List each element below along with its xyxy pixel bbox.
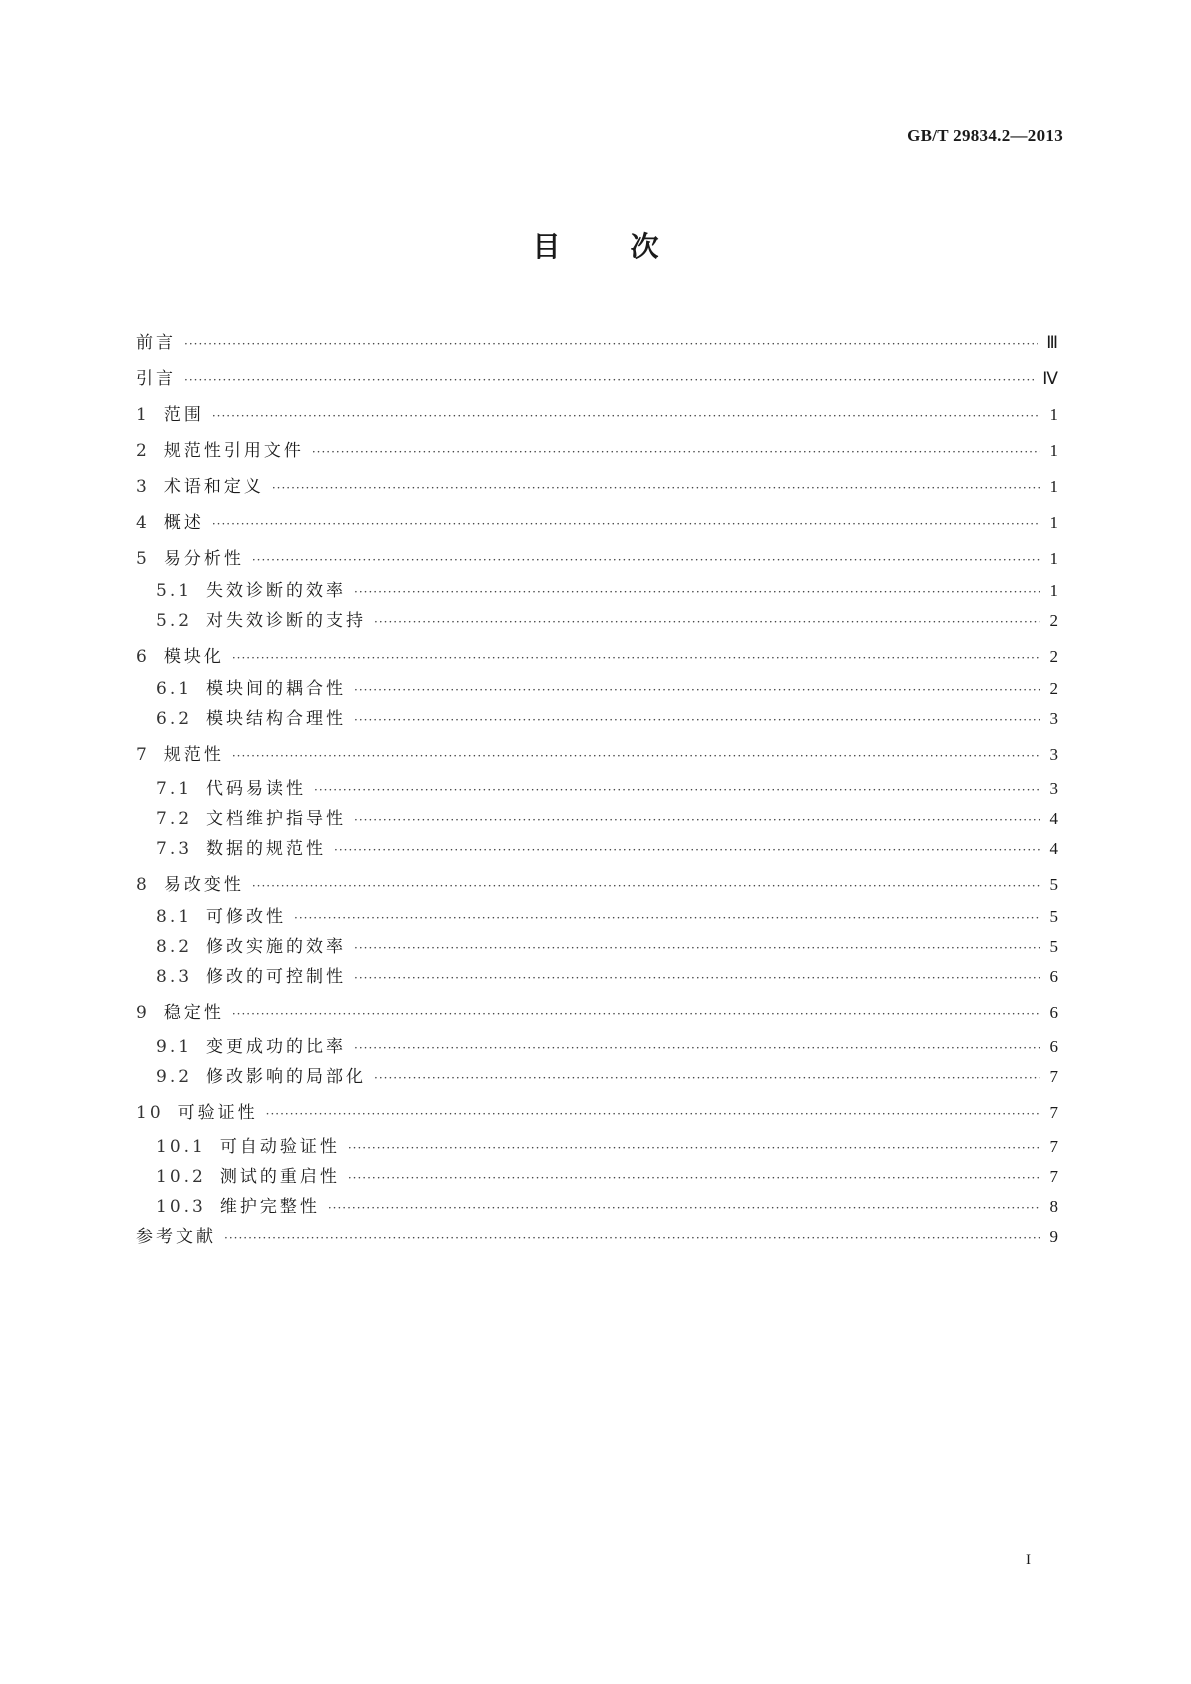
toc-entry-page: 2 xyxy=(1049,647,1058,666)
toc-dot-leader xyxy=(354,941,1040,955)
toc-entry-page: 1 xyxy=(1049,477,1058,496)
toc-dot-leader xyxy=(294,911,1040,925)
toc-dot-leader xyxy=(184,373,1034,387)
toc-entry-page: 5 xyxy=(1049,907,1058,926)
toc-entry-title: 范围 xyxy=(163,405,204,425)
toc-entry-page: 1 xyxy=(1049,441,1058,460)
toc-entry-title: 规范性 xyxy=(163,745,224,765)
toc-entry-page: 1 xyxy=(1049,549,1058,568)
toc-entry-number: 10.2 xyxy=(156,1167,206,1187)
toc-dot-leader xyxy=(252,553,1040,567)
toc-entry-title: 维护完整性 xyxy=(219,1197,320,1217)
toc-dot-leader xyxy=(252,879,1040,893)
toc-dot-leader xyxy=(354,1041,1040,1055)
toc-entry-number: 5.1 xyxy=(156,581,193,601)
toc-dot-leader xyxy=(232,749,1040,763)
toc-dot-leader xyxy=(212,409,1040,423)
toc-dot-leader xyxy=(374,615,1040,629)
toc-entry-number: 8.2 xyxy=(156,937,193,957)
toc-entry-number: 8.3 xyxy=(156,967,193,987)
toc-entry-title: 代码易读性 xyxy=(206,779,307,799)
toc-dot-leader xyxy=(354,971,1040,985)
toc-entry-title: 失效诊断的效率 xyxy=(206,581,347,601)
toc-entry-number: 1 xyxy=(136,405,150,425)
toc-entry-title: 变更成功的比率 xyxy=(206,1037,347,1057)
toc-entry-page: 3 xyxy=(1049,745,1058,764)
toc-entry-page: 3 xyxy=(1049,709,1058,728)
page-title: 目次 xyxy=(532,230,729,263)
toc-entry-number: 7.3 xyxy=(156,839,193,859)
toc-entry-title: 参考文献 xyxy=(136,1227,216,1247)
toc-entry-page: 5 xyxy=(1049,875,1058,894)
toc-entry-number: 5.2 xyxy=(156,611,193,631)
toc-entry-title: 模块结构合理性 xyxy=(206,709,347,729)
toc-entry-number: 8 xyxy=(136,875,150,895)
toc-dot-leader xyxy=(334,843,1040,857)
toc-entry-title: 易改变性 xyxy=(163,875,244,895)
toc-entry-title: 数据的规范性 xyxy=(206,839,327,859)
toc-entry-number: 8.1 xyxy=(156,907,193,927)
toc-entry-number: 6 xyxy=(136,647,150,667)
toc-dot-leader xyxy=(212,517,1040,531)
toc-entry-page: Ⅲ xyxy=(1046,333,1058,352)
toc-entry-page: 6 xyxy=(1049,967,1058,986)
toc-entry-page: 7 xyxy=(1049,1167,1058,1186)
toc-entry-title: 对失效诊断的支持 xyxy=(206,611,367,631)
toc-entry-title: 可自动验证性 xyxy=(219,1137,340,1157)
toc-entry-page: 6 xyxy=(1049,1037,1058,1056)
toc-entry-page: Ⅳ xyxy=(1042,369,1058,388)
standard-code: GB/T 29834.2—2013 xyxy=(907,126,1063,145)
toc-entry-number: 9.1 xyxy=(156,1037,193,1057)
toc-entry-title: 前言 xyxy=(136,333,176,353)
toc-dot-leader xyxy=(314,783,1040,797)
toc-entry-page: 1 xyxy=(1049,581,1058,600)
toc-entry-number: 5 xyxy=(136,549,150,569)
toc-entry-number: 9.2 xyxy=(156,1067,193,1087)
toc-entry-page: 9 xyxy=(1049,1227,1058,1246)
toc-dot-leader xyxy=(272,481,1040,495)
toc-entry-title: 规范性引用文件 xyxy=(163,441,304,461)
toc-entry-title: 可修改性 xyxy=(206,907,287,927)
toc-dot-leader xyxy=(348,1171,1040,1185)
toc-entry-page: 7 xyxy=(1049,1067,1058,1086)
toc-entry-page: 5 xyxy=(1049,937,1058,956)
toc-dot-leader xyxy=(266,1107,1040,1121)
toc-entry-title: 术语和定义 xyxy=(163,477,264,497)
toc-entry-number: 10 xyxy=(136,1103,164,1123)
toc-entry-number: 6.2 xyxy=(156,709,193,729)
toc-entry-page: 4 xyxy=(1049,809,1058,828)
toc-dot-leader xyxy=(374,1071,1040,1085)
toc-entry-page: 8 xyxy=(1049,1197,1058,1216)
toc-entry-number: 10.1 xyxy=(156,1137,206,1157)
toc-dot-leader xyxy=(348,1141,1040,1155)
toc-entry-number: 6.1 xyxy=(156,679,193,699)
toc-entry-title: 模块化 xyxy=(163,647,224,667)
toc-entry-title: 可验证性 xyxy=(177,1103,258,1123)
toc-entry-number: 3 xyxy=(136,477,150,497)
toc-entry-title: 修改影响的局部化 xyxy=(206,1067,367,1087)
toc-dot-leader xyxy=(354,585,1040,599)
toc-entry-title: 稳定性 xyxy=(163,1003,224,1023)
toc-entry-page: 6 xyxy=(1049,1003,1058,1022)
toc-dot-leader xyxy=(354,683,1040,697)
toc-entry-number: 9 xyxy=(136,1003,150,1023)
toc-entry-page: 7 xyxy=(1049,1103,1058,1122)
toc-entry-page: 1 xyxy=(1049,405,1058,424)
toc-entry-title: 概述 xyxy=(163,513,204,533)
toc-dot-leader xyxy=(232,1007,1040,1021)
toc-entry-title: 文档维护指导性 xyxy=(206,809,347,829)
toc-entry-number: 10.3 xyxy=(156,1197,206,1217)
toc-entry-number: 7.2 xyxy=(156,809,193,829)
toc-dot-leader xyxy=(232,651,1040,665)
toc-dot-leader xyxy=(354,813,1040,827)
toc-entry-number: 2 xyxy=(136,441,150,461)
toc-entry-title: 易分析性 xyxy=(163,549,244,569)
toc-entry-page: 2 xyxy=(1049,679,1058,698)
toc-entry-title: 修改的可控制性 xyxy=(206,967,347,987)
toc-dot-leader xyxy=(224,1231,1040,1245)
toc-entry-title: 引言 xyxy=(136,369,176,389)
toc-dot-leader xyxy=(184,337,1038,351)
toc-entry-title: 修改实施的效率 xyxy=(206,937,347,957)
toc-dot-leader xyxy=(354,713,1040,727)
toc-entry-number: 7.1 xyxy=(156,779,193,799)
footer-page-number: I xyxy=(1026,1552,1031,1568)
toc-dot-leader xyxy=(328,1201,1040,1215)
toc-entry-page: 3 xyxy=(1049,779,1058,798)
toc-entry-number: 4 xyxy=(136,513,150,533)
toc-dot-leader xyxy=(312,445,1040,459)
toc-entry-title: 模块间的耦合性 xyxy=(206,679,347,699)
toc-entry-number: 7 xyxy=(136,745,150,765)
toc-entry-title: 测试的重启性 xyxy=(219,1167,340,1187)
toc-entry-page: 7 xyxy=(1049,1137,1058,1156)
toc-entry-page: 2 xyxy=(1049,611,1058,630)
toc-entry-page: 1 xyxy=(1049,513,1058,532)
toc-entry-page: 4 xyxy=(1049,839,1058,858)
